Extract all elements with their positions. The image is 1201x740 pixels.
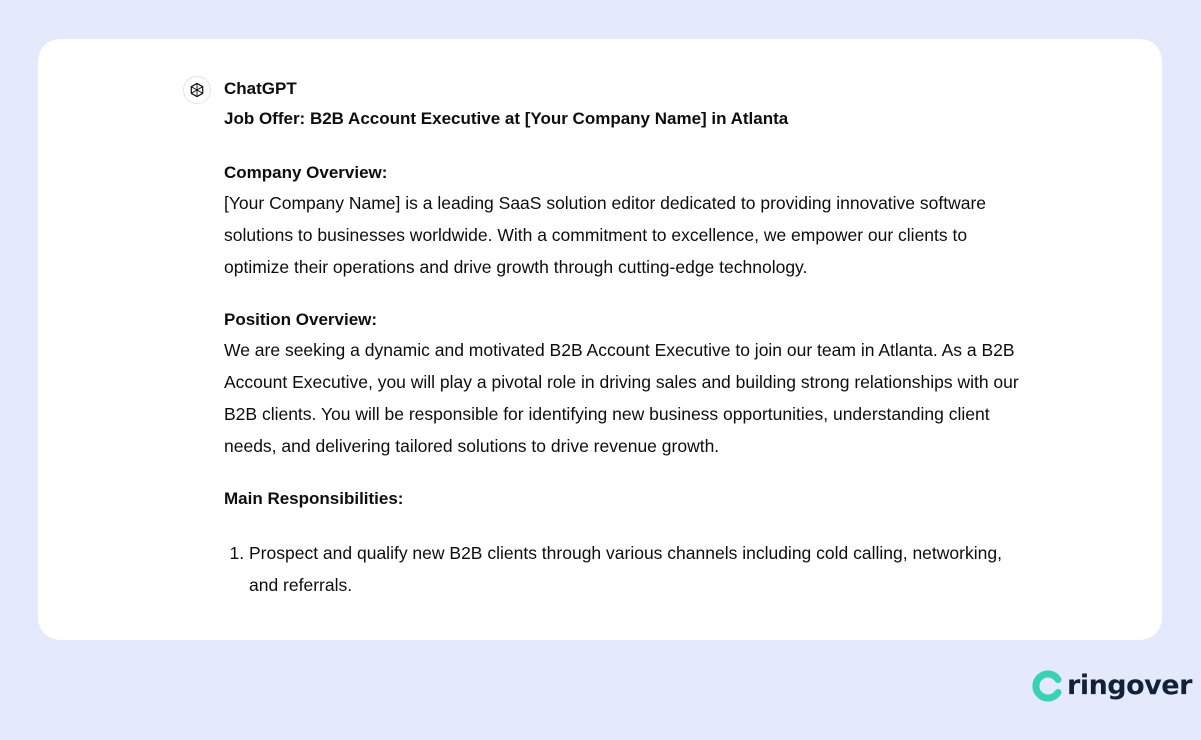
chat-message-card (38, 39, 1162, 640)
section-heading-main-responsibilities: Main Responsibilities: (224, 489, 404, 508)
ringover-mark-icon (1031, 670, 1063, 702)
message-author: ChatGPT (224, 79, 297, 98)
ringover-logo (1031, 670, 1192, 702)
chatgpt-avatar (183, 76, 211, 104)
chat-message (224, 77, 1024, 601)
brand-name: ringover (1067, 670, 1192, 701)
section-heading-company-overview: Company Overview: (224, 163, 388, 182)
list-item: 1. Prospect and qualify new B2B clients through various channels including cold calling, networking, and referrals. (249, 537, 1024, 601)
section-body-company-overview: [Your Company Name] is a leading SaaS solution editor dedicated to providing innovative software solutions to businesses worldwide. With a commitment to excellence, we empower our clients to optimize their operations and drive growth through cutting-edge technology. (224, 193, 987, 277)
openai-logo-icon (188, 81, 206, 99)
section-heading-position-overview: Position Overview: (224, 310, 378, 329)
section-body-position-overview: We are seeking a dynamic and motivated B2B Account Executive to join our team in Atlanta. As a B2B Account Executive, you will play a pivotal role in driving sales and building strong relationships with our B2B clients. You will be responsible for identifying new business opportunities, understanding client needs, and delivering tailored solutions to drive revenue growth. (224, 340, 1019, 456)
job-offer-title: Job Offer: B2B Account Executive at [Your Company Name] in Atlanta (224, 109, 789, 128)
responsibilities-list (224, 537, 1024, 601)
